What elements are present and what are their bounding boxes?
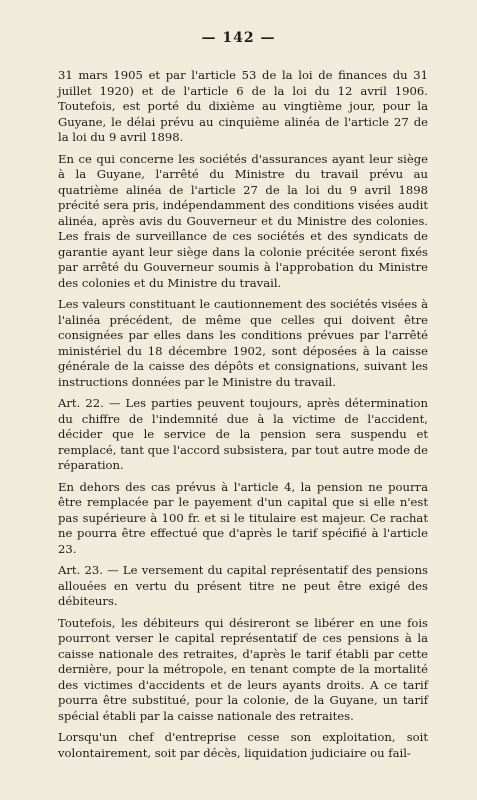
paragraph-1: 31 mars 1905 et par l'article 53 de la loi de finances du 31 juillet 1920) et de l'article 6 de la loi du 12 avril 1906. Toutefois, est porté du dixième au vingtième jour, pour la Guyane, le délai prévu au cinquième alinéa de l'article 27 de la loi du 9 avril 1898.: [58, 68, 428, 144]
paragraph-art-22: Art. 22. — Les parties peuvent toujours, après détermination du chiffre de l'indemnité due à la victime de l'accident, décider que le service de la pension sera suspendu et remplacé, tant que l'accord subsistera, par tout autre mode de réparation.: [58, 396, 428, 472]
paragraph-3: Les valeurs constituant le cautionnement des sociétés visées à l'alinéa précédent, de même que celles qui doivent être consignées par elles dans les conditions prévues par l'arrêté ministériel du 18 décembre 1902, sont déposées à la caisse générale de la caisse des dépôts et consignations, suivant les instructions données par le Ministre du travail.: [58, 297, 428, 389]
body-text: [58, 68, 428, 767]
paragraph-2: En ce qui concerne les sociétés d'assurances ayant leur siège à la Guyane, l'arrêté du Ministre du travail prévu au quatrième alinéa de l'article 27 de la loi du 9 avril 1898 précité sera pris, indépendamment des conditions visées audit alinéa, après avis du Gouverneur et du Ministre des colonies. Les frais de surveillance de ces sociétés et des syndicats de garantie ayant leur siège dans la colonie précitée seront fixés par arrêté du Gouverneur soumis à l'approbation du Ministre des colonies et du Ministre du travail.: [58, 151, 428, 290]
paragraph-5: En dehors des cas prévus à l'article 4, la pension ne pourra être remplacée par le payement d'un capital que si elle n'est pas supérieure à 100 fr. et si le titulaire est majeur. Ce rachat ne pourra être effectué que d'après le tarif spécifié à l'article 23.: [58, 479, 428, 556]
paragraph-art-23: Art. 23. — Le versement du capital représentatif des pensions allouées en vertu du présent titre ne peut être exigé des débiteurs.: [58, 563, 428, 608]
paragraph-7: Toutefois, les débiteurs qui désireront se libérer en une fois pourront verser le capital représentatif de ces pensions à la caisse nationale des retraites, d'après le tarif établi par cette dernière, pour la métropole, en tenant compte de la mortalité des victimes d'accidents et de leurs ayants droits. A ce tarif pourra être substitué, pour la colonie, de la Guyane, un tarif spécial établi par la caisse nationale des retraites.: [58, 615, 428, 723]
paragraph-8: Lorsqu'un chef d'entreprise cesse son exploitation, soit volontairement, soit par décès, liquidation judiciaire ou fail-: [58, 730, 428, 760]
page-number: — 142 —: [201, 30, 276, 46]
